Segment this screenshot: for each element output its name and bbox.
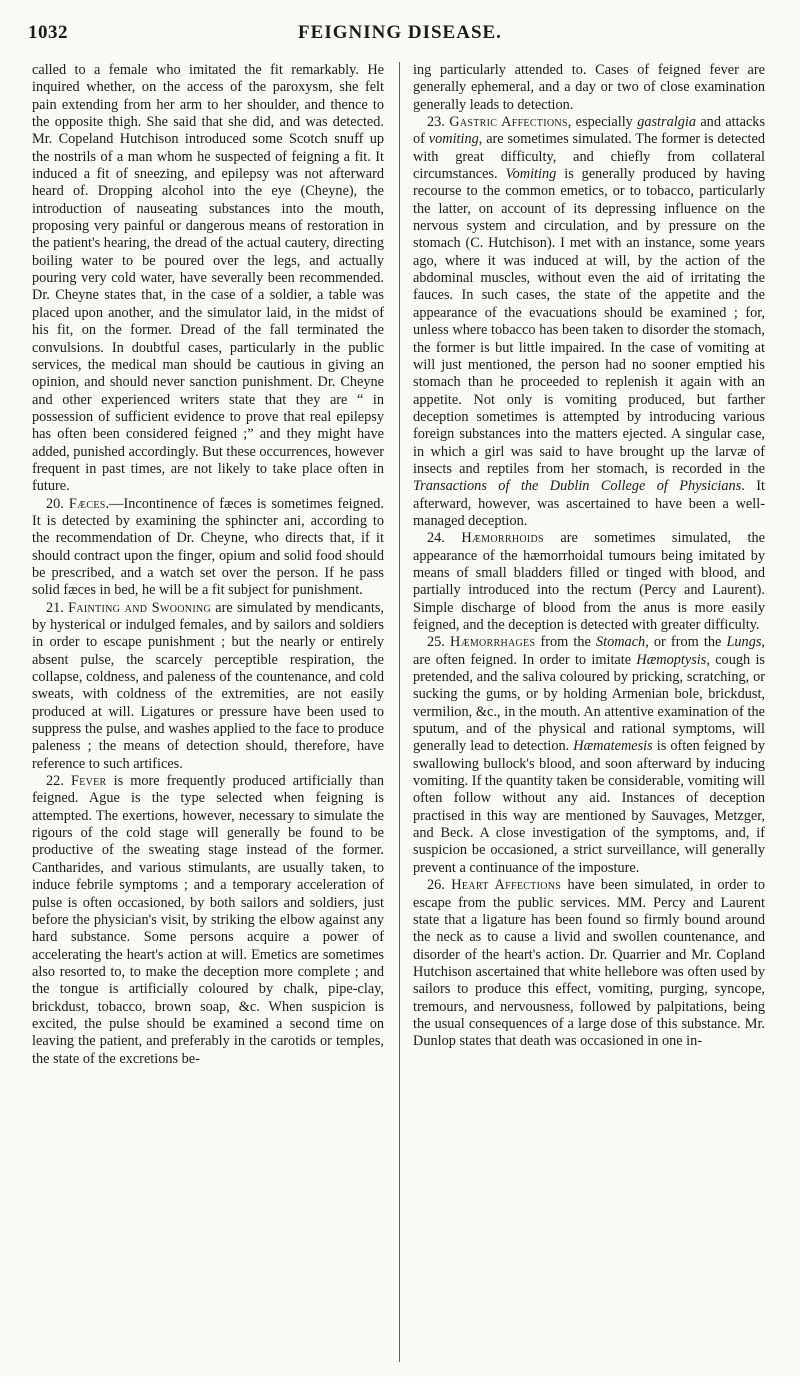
running-title: FEIGNING DISEASE. — [298, 22, 502, 43]
section-number: 21. — [46, 599, 64, 616]
paragraph-heart-affections: 26. Heart Affections have been simulated, in order to escape from the public services. MM. Percy and Laurent state that a ligature has been found so firmly bound around the neck as to cause a livid and swollen countenance, and disorder of the heart's action. Dr. Quarrier and Mr. Copland Hutchison ascertained that white hellebore was often used by sailors to produce this effect, vomiting, purging, syncope, tremours, and nervousness, followed by palpitations, being the usual consequences of a large dose of this substance. Mr. Dunlop states that death was occasioned in one in- — [413, 877, 765, 1050]
section-heading: Fæces — [68, 495, 106, 512]
paragraph-haemorrhoids: 24. Hæmorrhoids are sometimes simulated, the appearance of the hæmorrhoidal tumours being imitated by means of small bladders filled or tinged with blood, and partially introduced into the rectum (Percy and Laurent). Simple discharge of blood from the anus is more easily feigned, and the deception is detected with greater difficulty. — [413, 530, 765, 633]
column-divider — [399, 62, 400, 1362]
section-heading: Hæmorrhages — [450, 634, 536, 651]
paragraph-fever: 22. Fever is more frequently produced artificially than feigned. Ague is the type selected when feigning is attempted. The exertions, however, necessary to simulate the rigours of the cold stage will generally be found to be productive of the sweating stage instead of the former. Cantharides, and various stimulants, are usually taken, to induce febrile symptoms ; and a temporary acceleration of pulse is often occasioned, by both sailors and soldiers, just before the physician's visit, by striking the elbow against any hard substance. Some persons acquire a power of accelerating the heart's action at will. Emetics are sometimes also resorted to, to make the deception more complete ; and the tongue is artificially coloured by chalk, pipe-clay, brickdust, tobacco, brown soap, &c. When suspicion is excited, the pulse should be examined a second time on leaving the patient, and preferably in the carotids or temples, the state of the excretions be- — [32, 773, 384, 1067]
paragraph-fever-continued: ing particularly attended to. Cases of feigned fever are generally ephemeral, and a day or two of close examination generally leads to detection. — [413, 62, 765, 113]
left-column — [32, 62, 384, 1362]
paragraph-haemorrhages: 25. Hæmorrhages from the Stomach, or from the Lungs, are often feigned. In order to imitate Hæmoptysis, cough is pretended, and the saliva coloured by pricking, scratching, or sucking the gums, or by holding Armenian bole, brickdust, vermilion, &c., in the mouth. An attentive examination of the sputum, and of the physical and rational symptoms, will generally lead to detection. Hæmatemesis is often feigned by swallowing bullock's blood, and soon afterward by inducing vomiting. If the quantity taken be considerable, vomiting will often follow without any aid. Instances of deception practised in this way are mentioned by Sauvages, Metzger, and Beck. A close investigation of the symptoms, and, if suspicion be occasioned, a strict surveillance, will generally prevent a continuance of the imposture. — [413, 634, 765, 876]
section-number: 24. — [427, 530, 445, 547]
page-header — [28, 22, 772, 52]
section-number: 20. — [46, 495, 64, 512]
section-heading: Fainting and Swooning — [68, 599, 212, 616]
section-heading: Fever — [70, 773, 107, 790]
right-column — [413, 62, 765, 1362]
page-number: 1032 — [28, 22, 68, 43]
section-number: 22. — [46, 773, 64, 790]
paragraph-epilepsy-continued: called to a female who imitated the fit remarkably. He inquired whether, on the access of the paroxysm, she felt pain extending from her arm to her shoulder, and thence to the opposite thigh. She said that she did, and was detected. Mr. Copeland Hutchison introduced some Scotch snuff up the nostrils of a man whom he suspected of feigning a fit. It induced a fit of sneezing, and epilepsy was not afterward heard of. Dropping alcohol into the eye (Cheyne), the introduction of nauseating substances into the mouth, proposing very painful or dangerous means of restoration in the patient's hearing, the dread of the actual cautery, directing boiling water to be poured over the legs, and actually pouring very cold water, have severally been recommended. Dr. Cheyne states that, in the case of a soldier, a table was placed upon another, and the simulator laid, in the midst of his fit, on the former. Dread of the fall terminated the convulsions. In doubtful cases, particularly in the public services, the medical man should be cautious in giving an opinion, and should never sanction punishment. Dr. Cheyne and other experienced writers state that they are “ in possession of sufficient evidence to prove that real epilepsy has often been considered feigned ;” and they might have added, punished accordingly. But these occurrences, however frequent in past times, are not likely to take place often in future. — [32, 62, 384, 495]
section-heading: Gastric Affections — [449, 114, 568, 131]
paragraph-gastric-affections: 23. Gastric Affections, especially gastralgia and attacks of vomiting, are sometimes simulated. The former is detected with great difficulty, and chiefly from collateral circumstances. Vomiting is generally produced by having recourse to the common emetics, or to tobacco, particularly the latter, on account of its depressing influence on the nervous system and circulation, and by pressure on the stomach (C. Hutchison). I met with an instance, some years ago, where it was induced at will, by the action of the abdominal muscles, without even the aid of irritating the fauces. In such cases, the state of the appetite and the appearance of the evacuations should be examined ; for, unless where tobacco has been taken to disorder the stomach, the former is but little impaired. In the case of vomiting at will just mentioned, the person had no sooner emptied his stomach than he proceeded to replenish it again with an appetite. Not only is vomiting produced, but farther deception sometimes is attempted by introducing various foreign substances into the matters ejected. A singular case, in which a girl was said to have brought up the larvæ of insects and reptiles from her stomach, is recorded in the Transactions of the Dublin College of Physicians. It afterward, however, was ascertained to have been a well-managed deception. — [413, 114, 765, 529]
section-number: 25. — [427, 634, 445, 651]
section-number: 23. — [427, 114, 445, 131]
section-heading: Hæmorrhoids — [461, 530, 544, 547]
section-heading: Heart Affections — [451, 877, 562, 894]
section-number: 26. — [427, 877, 445, 894]
paragraph-fainting: 21. Fainting and Swooning are simulated by mendicants, by hysterical or indulged females, and by sailors and soldiers in order to escape punishment ; but the nearly or entirely absent pulse, the scarcely perceptible respiration, the collapse, coldness, and paleness of the countenance, and cold sweats, with coldness of the extremities, are not easily produced at will. Ligatures or pressure have been used to suppress the pulse, and washes applied to the face to produce paleness ; the means of detection should, therefore, have reference to such artifices. — [32, 599, 384, 772]
paragraph-faeces: 20. Fæces.—Incontinence of fæces is sometimes feigned. It is detected by examining the sphincter ani, according to the recommendation of Dr. Cheyne, who directs that, if it should contract upon the finger, opium and solid food should be prescribed, and a watch set over the person. If he pass solid fæces in bed, he will be a fit subject for punishment. — [32, 495, 384, 599]
